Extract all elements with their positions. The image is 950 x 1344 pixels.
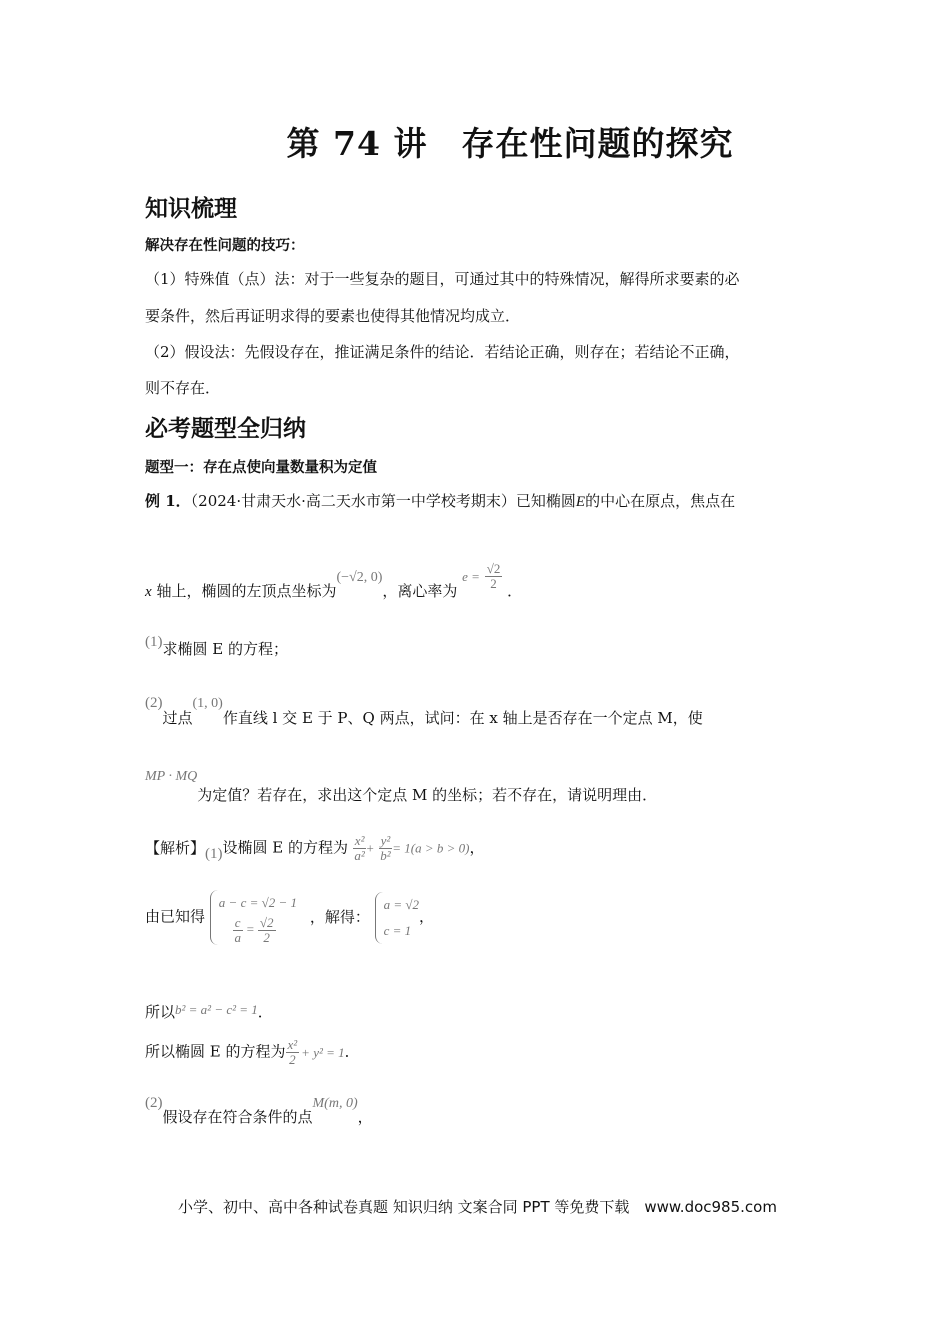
section-heading-knowledge: 知识梳理 (145, 196, 237, 222)
question-2-line-1 (145, 695, 703, 727)
sqrt2-numerator: √2 (259, 915, 274, 930)
point-M: M(m, 0) (312, 1096, 358, 1111)
question-2-text-b: 作直线 l 交 E 于 P、Q 两点，试问：在 x 轴上是否存在一个定点 M，使 (222, 709, 703, 727)
example-label: 例 1． (145, 492, 191, 510)
left-vertex-text: 轴上，椭圆的左顶点坐标为 (151, 581, 337, 600)
b-squared: b² (380, 848, 391, 863)
paragraph-1-line-1: （1）特殊值（点）法：对于一些复杂的题目，可通过其中的特殊情况，解得所求要素的必 (145, 270, 740, 288)
a-value: a = √2 (383, 896, 420, 912)
b-squared-expression: b² = a² − c² = 1 (175, 1002, 258, 1017)
left-vertex-coordinates: (−√2, 0) (336, 569, 383, 585)
vector-product: MP · MQ (145, 769, 198, 784)
a-symbol: a (234, 930, 241, 945)
c-symbol: c (234, 915, 241, 930)
ellipse-equation-rest: + y² = 1 (301, 1044, 345, 1060)
eccentricity-text: ，离心率为 (382, 581, 458, 600)
x-squared: x² (354, 833, 365, 848)
solution-system (375, 892, 419, 944)
solution-part-2-text: 假设存在符合条件的点 (162, 1108, 313, 1126)
a-squared: a² (354, 848, 365, 863)
given-system (210, 890, 297, 945)
ellipse-symbol: E (575, 494, 586, 510)
x-symbol: x (145, 583, 152, 600)
so-text: 所以 (145, 1003, 176, 1021)
solution-part-2-number: (2) (145, 1095, 163, 1111)
question-1-number: (1) (145, 634, 163, 650)
line-end: ． (257, 1003, 273, 1021)
question-1-text: 求椭圆 E 的方程； (162, 640, 288, 658)
line-end: ， (419, 907, 435, 926)
ellipse-equation-text: 所以椭圆 E 的方程为 (145, 1042, 286, 1061)
eccentricity-denominator: 2 (490, 576, 497, 591)
eccentricity-numerator: √2 (486, 561, 501, 576)
example-text-tail: 的中心在原点，焦点在 (585, 492, 736, 510)
question-2-line-2 (145, 769, 658, 804)
two-denominator: 2 (289, 1052, 296, 1067)
line-end: ． (344, 1042, 360, 1061)
page-footer: 小学、初中、高中各种试卷真题 知识归纳 文案合同 PPT 等免费下载 www.doc985.com (178, 1198, 777, 1216)
page-title: 第 74 讲 存在性问题的探究 (286, 124, 734, 163)
solve-text: ，解得： (309, 907, 370, 926)
solution-label: 【解析】 (145, 838, 206, 857)
point-coordinates: (1, 0) (192, 696, 223, 711)
paragraph-2-line-2: 则不存在． (145, 379, 221, 397)
line-end: ， (469, 838, 485, 857)
solution-part-1-number: (1) (205, 845, 223, 862)
example-1-line-1 (145, 490, 735, 511)
subheading-techniques: 解决存在性问题的技巧： (145, 238, 305, 254)
question-type-1: 题型一：存在点使向量数量积为定值 (145, 460, 377, 476)
paragraph-1-line-2: 要条件，然后再证明求得的要素也使得其他情况均成立． (145, 307, 521, 325)
solution-b-squared (145, 1001, 273, 1022)
solution-line-1 (145, 834, 485, 863)
y-squared: y² (380, 833, 391, 848)
ellipse-condition: = 1(a > b > 0) (392, 840, 470, 856)
solution-system-line (145, 890, 434, 945)
question-2-text-a: 过点 (162, 709, 193, 727)
c-value: c = 1 (383, 922, 412, 938)
question-2-text-c: 为定值？若存在，求出这个定点 M 的坐标；若不存在，请说明理由． (197, 786, 658, 804)
eccentricity-formula (462, 561, 507, 591)
question-2-number: (2) (145, 695, 163, 711)
eccentricity-lhs: e = (462, 568, 480, 584)
question-1 (145, 634, 288, 659)
example-1-line-2 (145, 548, 523, 600)
example-text: （2024·甘肃天水·高二天水市第一中学校考期末）已知椭圆 (190, 492, 576, 510)
line-end: ， (357, 1108, 373, 1126)
known-text: 由已知得 (145, 907, 206, 926)
two-denominator: 2 (263, 930, 270, 945)
solution-part-2 (145, 1095, 373, 1126)
plus-sign: + (366, 840, 374, 856)
solution-equation-line (145, 1038, 360, 1067)
system-row-1: a − c = √2 − 1 (218, 895, 298, 910)
line-end: ． (507, 581, 523, 600)
x-squared: x² (287, 1037, 298, 1052)
paragraph-2-line-1: （2）假设法：先假设存在，推证满足条件的结论．若结论正确，则存在；若结论不正确， (145, 343, 740, 361)
equals-sign: = (245, 921, 255, 937)
section-heading-types: 必考题型全归纳 (145, 416, 306, 442)
solution-part-1-text: 设椭圆 E 的方程为 (222, 838, 349, 857)
